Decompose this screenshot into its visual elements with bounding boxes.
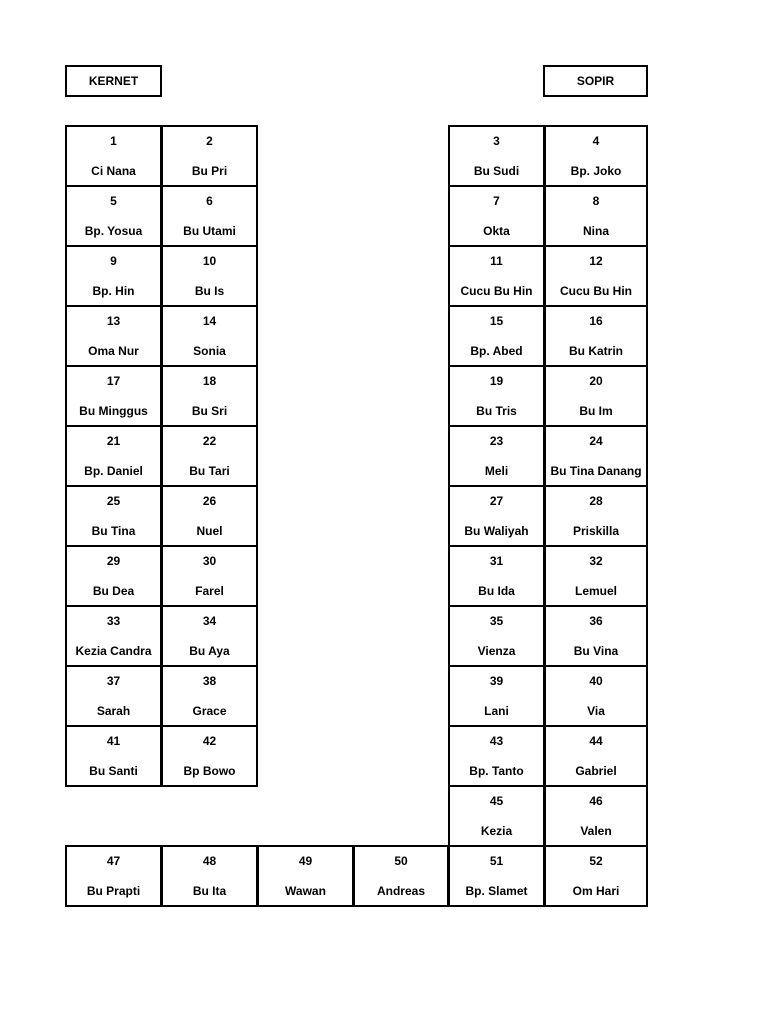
seat-number: 20 bbox=[589, 374, 603, 388]
passenger-name: Oma Nur bbox=[88, 344, 139, 358]
passenger-name: Vienza bbox=[477, 644, 516, 658]
seat-cell bbox=[448, 125, 545, 187]
seat-cell bbox=[65, 485, 162, 547]
passenger-name: Bp Bowo bbox=[183, 764, 236, 778]
seat-number: 17 bbox=[106, 374, 121, 388]
seat-cell bbox=[448, 365, 545, 427]
seat-number: 47 bbox=[106, 854, 121, 868]
seat-cell bbox=[161, 725, 258, 787]
passenger-name: Okta bbox=[483, 224, 510, 238]
seat-cell bbox=[161, 305, 258, 367]
passenger-name: Via bbox=[587, 704, 605, 718]
passenger-name: Bu Ida bbox=[478, 584, 515, 598]
passenger-name: Ci Nana bbox=[91, 164, 136, 178]
passenger-name: Meli bbox=[484, 464, 509, 478]
seat-number: 23 bbox=[489, 434, 504, 448]
seat-cell bbox=[544, 125, 648, 187]
passenger-name: Bu Is bbox=[194, 284, 225, 298]
seat-cell bbox=[161, 665, 258, 727]
seat-number: 2 bbox=[206, 134, 213, 148]
seat-number: 16 bbox=[589, 314, 603, 328]
seat-cell bbox=[544, 545, 648, 607]
passenger-name: Bp. Abed bbox=[470, 344, 523, 358]
seat-number: 40 bbox=[589, 674, 603, 688]
seat-number: 25 bbox=[106, 494, 121, 508]
seat-cell bbox=[544, 665, 648, 727]
passenger-name: Bp. Joko bbox=[570, 164, 622, 178]
passenger-name: Bu Prapti bbox=[86, 884, 141, 898]
seat-number: 45 bbox=[489, 794, 504, 808]
seat-number: 10 bbox=[202, 254, 217, 268]
seat-cell bbox=[65, 605, 162, 667]
seat-number: 21 bbox=[106, 434, 121, 448]
seat-cell bbox=[161, 485, 258, 547]
passenger-name: Gabriel bbox=[575, 764, 617, 778]
seat-cell bbox=[544, 605, 648, 667]
passenger-name: Kezia bbox=[480, 824, 513, 838]
seat-number: 51 bbox=[489, 854, 504, 868]
passenger-name: Bu Utami bbox=[183, 224, 236, 238]
passenger-name: Bu Waliyah bbox=[464, 524, 529, 538]
seat-number: 7 bbox=[493, 194, 500, 208]
seat-number: 31 bbox=[489, 554, 504, 568]
seat-cell bbox=[448, 725, 545, 787]
seat-cell bbox=[544, 725, 648, 787]
passenger-name: Bu Tris bbox=[476, 404, 517, 418]
seat-cell bbox=[65, 425, 162, 487]
seat-number: 34 bbox=[202, 614, 217, 628]
seat-cell bbox=[65, 365, 162, 427]
seat-number: 42 bbox=[202, 734, 217, 748]
seat-number: 5 bbox=[110, 194, 117, 208]
seat-number: 15 bbox=[489, 314, 504, 328]
passenger-name: Bu Katrin bbox=[569, 344, 623, 358]
seat-number: 41 bbox=[106, 734, 121, 748]
passenger-name: Bp. Slamet bbox=[465, 884, 528, 898]
seat-cell bbox=[448, 605, 545, 667]
seat-cell bbox=[65, 725, 162, 787]
seat-number: 18 bbox=[202, 374, 217, 388]
passenger-name: Valen bbox=[580, 824, 612, 838]
seat-number: 39 bbox=[489, 674, 504, 688]
seat-cell bbox=[448, 785, 545, 847]
seat-number: 4 bbox=[592, 134, 600, 148]
seat-cell bbox=[448, 245, 545, 307]
passenger-name: Sonia bbox=[193, 344, 226, 358]
passenger-name: Bu Pri bbox=[191, 164, 228, 178]
seat-cell bbox=[65, 665, 162, 727]
passenger-name: Bu Tina Danang bbox=[550, 464, 642, 478]
seat-number: 48 bbox=[202, 854, 217, 868]
seat-number: 36 bbox=[589, 614, 603, 628]
seat-number: 37 bbox=[106, 674, 121, 688]
seat-number: 22 bbox=[202, 434, 217, 448]
seat-number: 43 bbox=[489, 734, 504, 748]
seat-number: 6 bbox=[206, 194, 213, 208]
seat-number: 38 bbox=[202, 674, 217, 688]
seat-number: 14 bbox=[202, 314, 217, 328]
seat-cell bbox=[448, 665, 545, 727]
passenger-name: Cucu Bu Hin bbox=[560, 284, 632, 298]
seat-cell bbox=[544, 305, 648, 367]
seat-number: 29 bbox=[106, 554, 121, 568]
passenger-name: Bu Sudi bbox=[473, 164, 520, 178]
seat-number: 13 bbox=[106, 314, 121, 328]
seat-number: 44 bbox=[589, 734, 603, 748]
seat-number: 9 bbox=[110, 254, 117, 268]
passenger-name: Bu Minggus bbox=[79, 404, 148, 418]
seat-number: 28 bbox=[589, 494, 603, 508]
passenger-name: Bu Vina bbox=[573, 644, 619, 658]
seat-number: 1 bbox=[110, 134, 117, 148]
seat-number: 19 bbox=[489, 374, 504, 388]
passenger-name: Bu Dea bbox=[92, 584, 135, 598]
passenger-name: Bp. Daniel bbox=[84, 464, 143, 478]
seat-cell bbox=[161, 125, 258, 187]
seat-cell bbox=[65, 545, 162, 607]
seat-number: 30 bbox=[202, 554, 217, 568]
passenger-name: Om Hari bbox=[572, 884, 620, 898]
passenger-name: Lemuel bbox=[574, 584, 617, 598]
seat-cell bbox=[544, 185, 648, 247]
seat-number: 27 bbox=[489, 494, 504, 508]
seat-cell bbox=[257, 845, 354, 907]
seat-cell bbox=[161, 185, 258, 247]
seat-number: 24 bbox=[589, 434, 603, 448]
seat-number: 50 bbox=[394, 854, 408, 868]
passenger-name: Kezia Candra bbox=[75, 644, 152, 658]
passenger-name: Priskilla bbox=[572, 524, 620, 538]
seat-number: 12 bbox=[589, 254, 603, 268]
seat-number: 32 bbox=[589, 554, 603, 568]
seat-cell bbox=[544, 425, 648, 487]
seat-cell bbox=[161, 365, 258, 427]
passenger-name: Bu Sri bbox=[191, 404, 228, 418]
sopir-label: SOPIR bbox=[543, 65, 648, 97]
seat-cell bbox=[448, 545, 545, 607]
seat-cell bbox=[448, 185, 545, 247]
seat-cell bbox=[161, 245, 258, 307]
seat-cell bbox=[544, 365, 648, 427]
seat-cell bbox=[544, 245, 648, 307]
seat-cell bbox=[65, 185, 162, 247]
passenger-name: Farel bbox=[195, 584, 224, 598]
seat-number: 46 bbox=[589, 794, 603, 808]
seat-cell bbox=[65, 845, 162, 907]
passenger-name: Andreas bbox=[376, 884, 426, 898]
passenger-name: Lani bbox=[484, 704, 509, 718]
passenger-name: Grace bbox=[192, 704, 227, 718]
passenger-name: Bu Aya bbox=[189, 644, 230, 658]
seat-number: 26 bbox=[202, 494, 217, 508]
seat-cell bbox=[448, 305, 545, 367]
seat-number: 52 bbox=[589, 854, 603, 868]
seat-cell bbox=[544, 785, 648, 847]
passenger-name: Bp. Yosua bbox=[84, 224, 143, 238]
passenger-name: Bu Tina bbox=[91, 524, 136, 538]
seat-cell bbox=[161, 605, 258, 667]
seat-cell bbox=[65, 245, 162, 307]
seat-number: 8 bbox=[592, 194, 600, 208]
passenger-name: Bp. Hin bbox=[92, 284, 135, 298]
passenger-name: Nuel bbox=[196, 524, 223, 538]
passenger-name: Bu Tari bbox=[189, 464, 230, 478]
seat-number: 3 bbox=[493, 134, 500, 148]
seat-cell bbox=[161, 545, 258, 607]
passenger-name: Nina bbox=[582, 224, 609, 238]
seat-cell bbox=[544, 485, 648, 547]
passenger-name: Sarah bbox=[96, 704, 131, 718]
passenger-name: Bu Ita bbox=[192, 884, 227, 898]
passenger-name: Bu Santi bbox=[89, 764, 138, 778]
seat-cell bbox=[448, 485, 545, 547]
seat-number: 33 bbox=[106, 614, 121, 628]
seat-cell bbox=[65, 125, 162, 187]
passenger-name: Bu Im bbox=[579, 404, 613, 418]
seat-cell bbox=[544, 845, 648, 907]
seat-number: 11 bbox=[490, 254, 503, 268]
kernet-label: KERNET bbox=[65, 65, 162, 97]
seat-number: 49 bbox=[298, 854, 313, 868]
passenger-name: Bp. Tanto bbox=[469, 764, 524, 778]
seat-cell bbox=[448, 845, 545, 907]
seat-number: 35 bbox=[489, 614, 504, 628]
seat-cell bbox=[65, 305, 162, 367]
passenger-name: Cucu Bu Hin bbox=[460, 284, 533, 298]
seat-cell bbox=[448, 425, 545, 487]
seat-cell bbox=[353, 845, 449, 907]
seat-cell bbox=[161, 425, 258, 487]
passenger-name: Wawan bbox=[285, 884, 326, 898]
seat-cell bbox=[161, 845, 258, 907]
